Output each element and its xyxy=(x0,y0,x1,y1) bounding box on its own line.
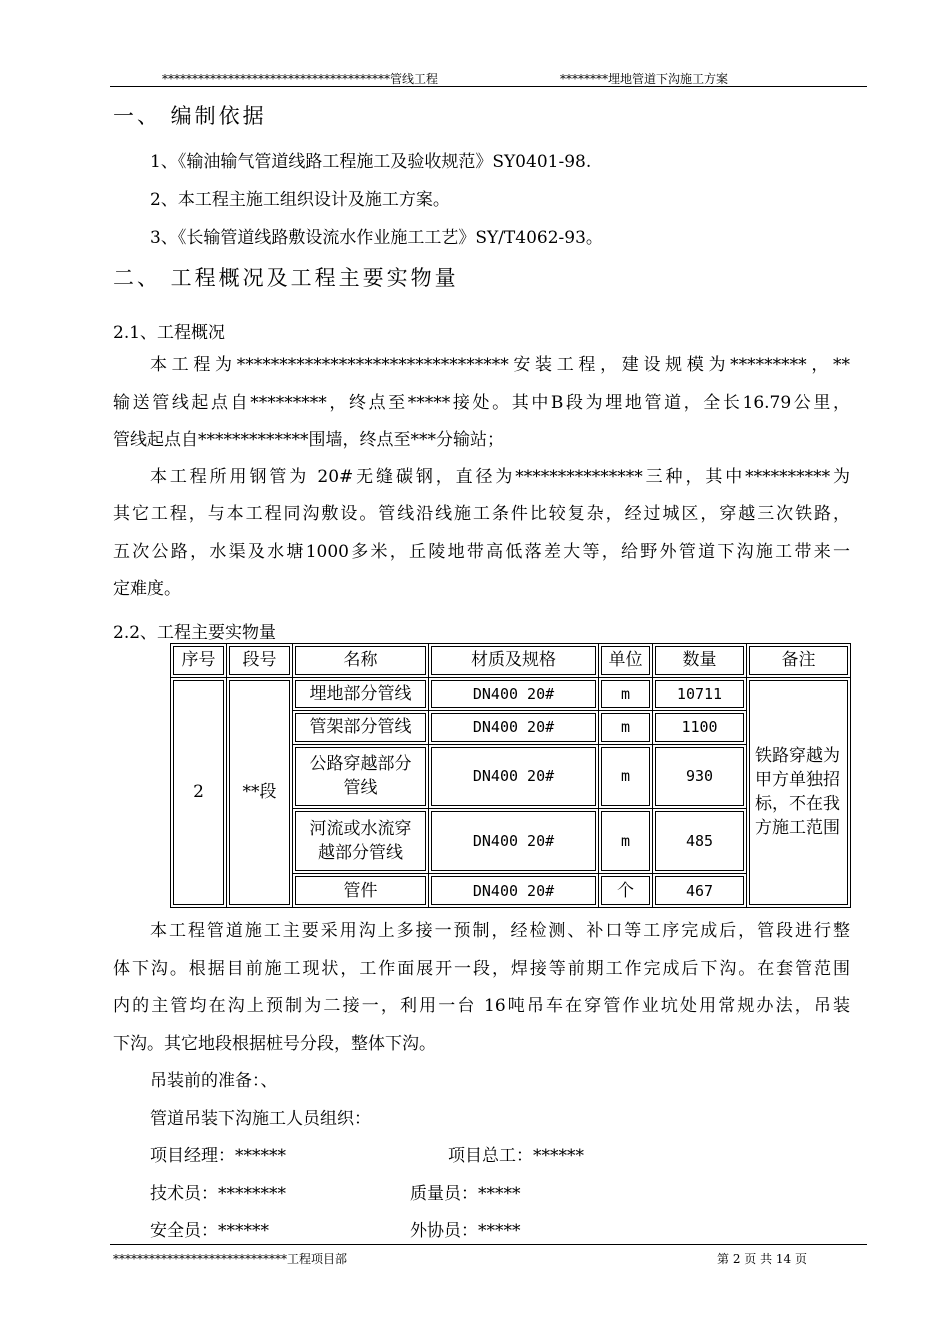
para2-line-1: 本工程所用钢管为 20#无缝碳钢，直径为***************三种，其中**********为 xyxy=(150,467,850,487)
cell-name: 河流或水流穿越部分管线 xyxy=(293,809,429,874)
cell-qty: 1100 xyxy=(653,711,747,745)
cell-qty: 10711 xyxy=(653,677,747,711)
cell-remark: 铁路穿越为甲方单独招标，不在我方施工范围 xyxy=(747,677,851,908)
para1-line-1: 本工程为********************************安装工程，建设规模为*********，** xyxy=(150,355,850,375)
basis-item-1: 1、《输油输气管道线路工程施工及验收规范》SY0401-98. xyxy=(150,152,592,172)
staff-technician: 技术员：******** xyxy=(150,1184,286,1204)
cell-qty: 930 xyxy=(653,744,747,809)
cell-spec: DN400 20# xyxy=(429,711,599,745)
cell-spec: DN400 20# xyxy=(429,809,599,874)
cell-name: 管架部分管线 xyxy=(293,711,429,745)
footer-divider xyxy=(110,1244,867,1245)
cell-unit: m xyxy=(599,677,653,711)
cell-name: 公路穿越部分管线 xyxy=(293,744,429,809)
cell-unit: m xyxy=(599,711,653,745)
prep-heading: 吊装前的准备：、 xyxy=(150,1071,278,1091)
para2-line-2: 其它工程，与本工程同沟敷设。管线沿线施工条件比较复杂，经过城区，穿越三次铁路， xyxy=(113,504,850,524)
basis-item-2: 2、本工程主施工组织设计及施工方案。 xyxy=(150,190,450,210)
section2-title: 二、 工程概况及工程主要实物量 xyxy=(113,266,459,290)
col-header-seq: 序号 xyxy=(171,644,227,678)
cell-spec: DN400 20# xyxy=(429,677,599,711)
col-header-qty: 数量 xyxy=(653,644,747,678)
para1-line-2: 输送管线起点自*********，终点至*****接处。其中B段为埋地管道，全长16.79公里， xyxy=(113,393,850,413)
table-row xyxy=(171,677,851,711)
staff-project-manager: 项目经理：****** xyxy=(150,1146,286,1166)
cell-name: 管件 xyxy=(293,874,429,908)
header-divider xyxy=(110,86,867,87)
cell-spec: DN400 20# xyxy=(429,874,599,908)
col-header-remark: 备注 xyxy=(747,644,851,678)
sub2-title: 2.2、工程主要实物量 xyxy=(113,623,277,643)
cell-unit: 个 xyxy=(599,874,653,908)
staff-chief-engineer: 项目总工：****** xyxy=(448,1146,584,1166)
para3-line-3: 内的主管均在沟上预制为二接一，利用一台 16吨吊车在穿管作业坑处用常规办法，吊装 xyxy=(113,996,850,1016)
col-header-name: 名称 xyxy=(293,644,429,678)
para3-line-2: 体下沟。根据目前施工现状，工作面展开一段，焊接等前期工作完成后下沟。在套管范围 xyxy=(113,959,850,979)
cell-unit: m xyxy=(599,744,653,809)
cell-seq: 2 xyxy=(171,677,227,908)
cell-qty: 485 xyxy=(653,809,747,874)
para1-line-3: 管线起点自*************围墙，终点至***分输站； xyxy=(113,430,504,450)
quantity-table xyxy=(170,643,851,908)
org-heading: 管道吊装下沟施工人员组织： xyxy=(150,1109,371,1129)
staff-safety-officer: 安全员：****** xyxy=(150,1221,269,1241)
cell-name: 埋地部分管线 xyxy=(293,677,429,711)
header-left: **************************************管线工程 xyxy=(162,72,439,86)
cell-spec: DN400 20# xyxy=(429,744,599,809)
col-header-segment: 段号 xyxy=(227,644,293,678)
cell-unit: m xyxy=(599,809,653,874)
col-header-unit: 单位 xyxy=(599,644,653,678)
staff-liaison-officer: 外协员：***** xyxy=(410,1221,521,1241)
sub1-title: 2.1、工程概况 xyxy=(113,323,226,343)
table-header-row xyxy=(171,644,851,678)
col-header-spec: 材质及规格 xyxy=(429,644,599,678)
cell-qty: 467 xyxy=(653,874,747,908)
section1-title: 一、 编制依据 xyxy=(113,104,267,128)
staff-quality-officer: 质量员：***** xyxy=(410,1184,521,1204)
basis-item-3: 3、《长输管道线路敷设流水作业施工工艺》SY/T4062-93。 xyxy=(150,228,603,248)
header-right: ********埋地管道下沟施工方案 xyxy=(560,72,729,86)
para2-line-4: 定难度。 xyxy=(113,579,181,599)
footer-left: *****************************工程项目部 xyxy=(113,1252,348,1266)
para3-line-4: 下沟。其它地段根据桩号分段，整体下沟。 xyxy=(113,1034,436,1054)
cell-segment: **段 xyxy=(227,677,293,908)
para3-line-1: 本工程管道施工主要采用沟上多接一预制，经检测、补口等工序完成后，管段进行整 xyxy=(150,921,850,941)
para2-line-3: 五次公路，水渠及水塘1000多米，丘陵地带高低落差大等，给野外管道下沟施工带来一 xyxy=(113,542,850,562)
page-number: 第 2 页 共 14 页 xyxy=(717,1252,807,1266)
